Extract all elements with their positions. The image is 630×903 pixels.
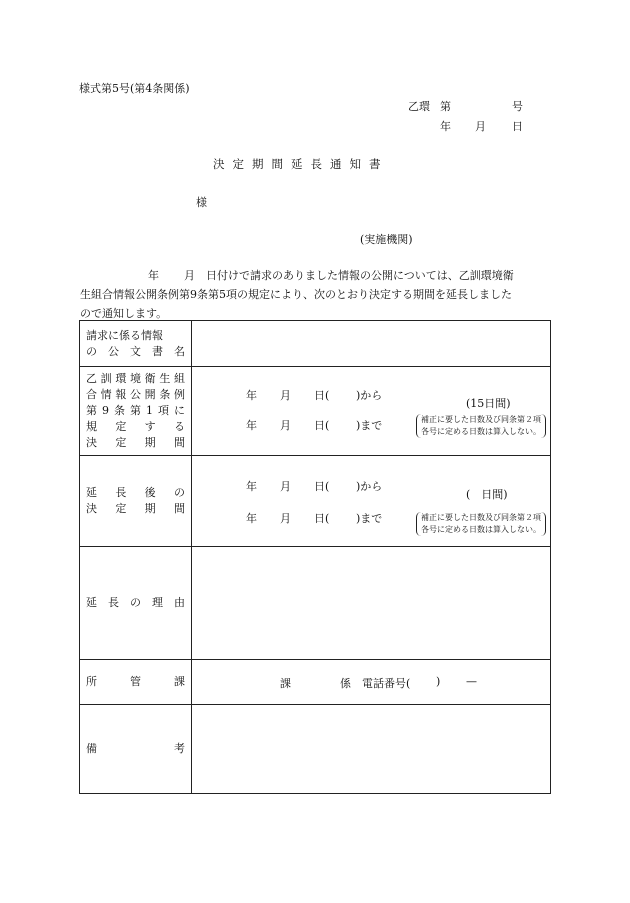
date-month: 月: [475, 120, 486, 133]
dept-kakari: 係: [340, 677, 351, 690]
dept-phone-label: 電話番号(: [362, 677, 411, 690]
days-extended: ( 日間): [466, 488, 508, 501]
dept-phone-dash: —: [466, 675, 477, 688]
dept-phone-close: ): [436, 675, 441, 688]
row-extended-period: [80, 456, 551, 547]
body-line3: ので通知します。: [80, 307, 168, 320]
body-line1: 日付けで請求のありました情報の公開については、乙訓環境衛: [206, 269, 514, 282]
row-extension-reason: [80, 547, 551, 660]
row-document-name: [80, 321, 551, 367]
row-original-period: [80, 367, 551, 456]
row-department: [80, 660, 551, 705]
addressee-suffix: 様: [196, 196, 207, 209]
value-department[interactable]: [192, 660, 551, 705]
body-line2: 生組合情報公開条例第9条第5項の規定により、次のとおり決定する期間を延長しました: [80, 288, 512, 301]
days-original: (15日間): [466, 397, 511, 410]
exclusion-note: 補正に要した日数及び同条第２項 各号に定める日数は算入しない。: [416, 414, 546, 438]
doc-number-dai: 第: [440, 100, 451, 113]
body-year: 年: [148, 269, 159, 282]
doc-number-prefix: 乙環: [408, 100, 430, 113]
form-number: 様式第5号(第4条関係): [79, 82, 190, 95]
dept-ka: 課: [280, 677, 291, 690]
label-department: 所管課: [80, 660, 192, 705]
agency-label: (実施機関): [360, 233, 413, 246]
date-day: 日: [512, 120, 523, 133]
label-extended-period: 延長後の 決定期間: [80, 456, 192, 547]
value-extension-reason[interactable]: [192, 547, 551, 660]
value-remarks[interactable]: [192, 705, 551, 794]
label-remarks: 備考: [80, 705, 192, 794]
body-month: 月: [184, 269, 195, 282]
label-extension-reason: 延長の理由: [80, 547, 192, 660]
doc-number-go: 号: [512, 100, 523, 113]
value-original-period[interactable]: 年 月 日( )から 年 月 日( )まで (15日間) 補正に要した日数及び同条第２項 各号に定める日数は算入しない。: [192, 367, 551, 456]
value-document-name[interactable]: [192, 321, 551, 367]
document-title: 決定期間延長通知書: [213, 157, 389, 171]
exclusion-note: 補正に要した日数及び同条第２項 各号に定める日数は算入しない。: [416, 512, 546, 536]
value-extended-period[interactable]: 年 月 日( )から 年 月 日( )まで ( 日間) 補正に要した日数及び同条第２項 各号に定める日数は算入しない。: [192, 456, 551, 547]
extension-form-table: [79, 320, 551, 794]
notice-paragraph: [80, 266, 558, 323]
date-year: 年: [440, 120, 451, 133]
label-original-period: 乙訓環境衛生組 合情報公開条例 第9条第1項に 規定する 決定期間: [80, 367, 192, 456]
row-remarks: [80, 705, 551, 794]
label-document-name: 請求に係る情報 の公文書名: [80, 321, 192, 367]
